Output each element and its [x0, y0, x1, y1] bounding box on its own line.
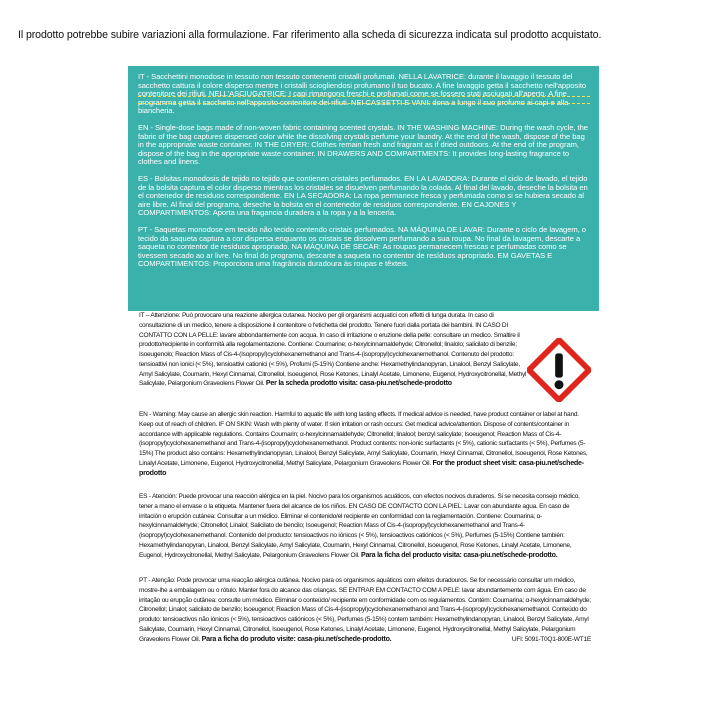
warning-es-link: Para la ficha del producto visita: casa-piu.net/schede-prodotto. — [360, 550, 558, 559]
warning-en-link: For the product sheet visit: casa-piu.net/schede-prodotto — [139, 458, 584, 477]
annotation-line — [138, 103, 590, 104]
usage-instructions-en: EN - Single-dose bags made of non-woven fabric containing scented crystals. IN THE WASHING MACHINE: During the wash cycle, the fabric of the bag captures dispersed color while the dissolving crystals perfume your laundry. At the end of the wash, dispose of the bag in the appropriate waste container. IN THE DRYER: Clothes remain fresh and fragrant as if dried outdoors. At the end of the program, dispose of the bag in the appropriate waste container. IN DRAWERS AND COMPARTMENTS: It provides long-lasting fragrance to clothes and linens. — [138, 122, 588, 167]
warning-en-text: EN - Warning: May cause an allergic skin reaction. Harmful to aquatic life with long lasting effects. If medical advice is needed, have product container or label at hand. Keep out of reach of children. IF ON SKIN: Wash with plenty of water. If skin irritation or rash occurs: Get medical advice/attention. Dispose of contents/container in accordance with applicable regulations. Contains Coumarin; α-hexylcinnamaldehyde; Citronellol; linalool; benzyl salicylate; Isoeugenol; Reaction Mass of Cis-4- (isopropyl)cyclohexanemethanol and Trans-4-(isopropyl)cyclohexanemethanol. Product contents: non-ionic surfactants (< 5%), cationic surfactants (< 5%), Perfumes (5-15%) The product also contains: Hexamethylindanopyran, Linalool, Benzyl Salicylate, Amyl Salicylate, Coumarin, Hexyl Cinnamal, Citronellol, Isoeugenol, Rose Ketones, Linalyl Acetate, Limonene, Eugenol, Hydroxycitronellal, Methyl Salicylate, Pelargonium Graveolens Flower Oil. — [139, 411, 588, 467]
warning-en — [139, 410, 591, 478]
ghs07-exclamation-mark-icon — [527, 338, 591, 402]
usage-instructions-box — [128, 66, 599, 311]
warning-it-text: IT – Attenzione: Può provocare una reazione allergica cutanea. Nocivo per gli organismi acquatici con effetti di lunga durata. In caso di consultazione di un medico, tenere a disposizione il contenitore o l'etichetta del prodotto. Tenere fuori dalla portata dei bambini. IN CASO DI CONTATTO CON LA PELLE: lavare abbondantemente con acqua. In caso di irritazione o eruzione della pelle: consultare un medico. Smaltire il prodotto/recipiente in conformità alla regolamentazione. Contiene: Coumarine; α-hexylcinnamaldehyde; Citronellol; linalolo; salicilato di benzile; Isoeugenolo; Reaction Mass of Cis-4-(Isopropyl)cyclohexanemethanol and Trans-4-(isopropyl)cyclohexanemethanol. Contenuto del prodotto: tensioattivi non ionici (< 5%), tensioattivi cationici (< 5%), Profumi (5-15%) Contiene anche: Hexamethylindanopyran, Linalool, Benzyl Salicylate, Amyl Salicylate, Coumarin, Hexyl Cinnamal, Citronellol, Isoeugenol, Rose Ketones, Linalyl Acetate, Limonene, Eugenol, Hydroxycitronellal, Methyl Salicylate, Pelargonium Graveolens Flower Oil. — [139, 312, 527, 388]
ufi-code: UFI: 5091-T0Q1-800E-WT1E — [511, 635, 591, 643]
warning-es — [139, 492, 591, 560]
usage-instructions-pt: PT - Saquetas monodose em tecido não tecido contendo cristais perfumados. NA MÁQUINA DE LAVAR: Durante o ciclo de lavagem, o tecido da saqueta captura a cor dispersa enquanto os cristais se dissolvem perfumando a sua roupa. No final da lavagem, descarte a saqueta no contentor de resíduos apropriado. NA MÁQUINA DE SECAR: As roupas permanecem frescas e perfumadas como se tivessem secado ao ar livre. No final do programa, descarte a saqueta no contentor de resíduos apropriado. EM GAVETAS E COMPARTIMENTOS: Proporciona uma fragrância duradoura às roupas e têxteis. — [138, 224, 586, 269]
usage-instructions-es: ES - Bolsitas monodosis de tejido no tejido que contienen cristales perfumados. EN LA LAVADORA: Durante el ciclo de lavado, el tejido de la bolsita captura el color disperso mientras los cristales se disuelven perfumando la colada. Al final del lavado, deseche la bolsita en el contenedor de residuos correspondiente. EN LA SECADORA: La ropa permanece fresca y perfumada como si se hubiera secado al aire libre. Al final del programa, deseche la bolsita en el contenedor de residuos correspondiente. EN CAJONES Y COMPARTIMENTOS: Aporta una fragancia duradera a la ropa y a la lencería. — [138, 173, 588, 218]
warning-pt-link: Para a ficha do produto visite: casa-piu.net/schede-prodotto. — [201, 634, 392, 643]
warning-pt — [139, 576, 591, 644]
usage-instructions-it: IT - Sacchettini monodose in tessuto non tessuto contenenti cristalli profumati. NELLA LAVATRICE: durante il lavaggio il tessuto del sacchetto cattura il colore disperso mentre i cristalli sciogliendosi profumano il tuo bucato. A fine lavaggio getta il sacchetto nell'apposito contenitore dei rifiuti. NELL'ASCIUGATRICE: I capi rimangono freschi e profumati come se fossero stati asciugati all'aperto. A fine programma getta il sacchetto nell'apposito contenitore dei rifiuti. NEI CASSETTI E VANI: dona a lungo il suo profumo ai capi e alla biancheria. — [138, 72, 587, 116]
warning-it-link: Per la scheda prodotto visita: casa-piu.net/schede-prodotto — [265, 379, 452, 388]
warning-it — [139, 311, 529, 389]
warning-pt-text: PT - Atenção: Pode provocar uma reacção alérgica cutânea. Nocivo para os organismos aquáticos com efeitos duradouros. Se for necessário consultar um médico, mostre-lhe a embalagem ou o rótulo. Manter fora do alcance das crianças. SE ENTRAR EM CONTACTO COM A PELE: lavar abundantemente com água. Em caso de irritação ou erupção cutânea: consulte um médico. Eliminar o conteúdo/ recipiente em conformidade com os regulamentos. Contém: Coumarina; α-hexylcinnamaldehyde; Citronellol; Linalol; salicilato de benzilo; Isoeugenol; Reaction Mass of Cis-4-(isopropyl)cyclohexanemethanol and Trans-4-(isopropyl)cyclohexanemethanol. Conteúdo do produto: tensioactivos não iónicos (< 5%), tensioactivos catiónicos (< 5%), Perfumes (5-15%) contem também: Hexamethylindanopyran, Linalool, Benzyl Salicylate, Amyl Salicylate, Coumarin, Hexyl Cinnamal, Citronellol, Isoeugenol, Rose Ketones, Linalyl Acetate, Limonene, Eugenol, Hydroxycitronellal, Methyl Salicylate, Pelargonium Graveolens Flower Oil. — [139, 577, 591, 643]
formulation-note: Il prodotto potrebbe subire variazioni alla formulazione. Far riferimento alla scheda di sicurezza indicata sul prodotto acquistato. — [18, 29, 602, 41]
warning-es-text: ES - Atención: Puede provocar una reacción alérgica en la piel. Nocivo para los organismos acuáticos, con efectos nocivos duraderos. Si se necesita consejo médico, tener a mano el envase o la etiqueta. Mantener fuera del alcance de los niños. EN CASO DE CONTACTO CON LA PIEL: Lavar con abundante agua. En caso de irritación o erupción cutánea: Consultar a un médico. Eliminar el contenido/el recipiente en conformidad con la reglamentación. Contiene: Coumarina; α-hexylcinnamaldehyde; Citronellol; Linalol; Salicilato de bencilo; Isoeugenol; Reaction Mass of Cis-4-(isopropyl)cyclohexanemethanol and Trans-4-(isopropyl)cyclohexanemethanol. Contenido del producto: tensioactivos no iónicos (< 5%), tensioactivos catiónicos (< 5%), Perfumes (5-15%) Contiene también: Hexamethylindanopyran, Linalool, Benzyl Salicylate, Amyl Salicylate, Coumarin, Hexyl Cinnamal, Citronellol, Isoeugenol, Rose Ketones, Linalyl Acetate, Limonene, Eugenol, Hydroxycitronellal, Methyl Salicylate, Pelargonium Graveolens Flower Oil. — [139, 493, 580, 559]
annotation-line — [138, 96, 590, 97]
